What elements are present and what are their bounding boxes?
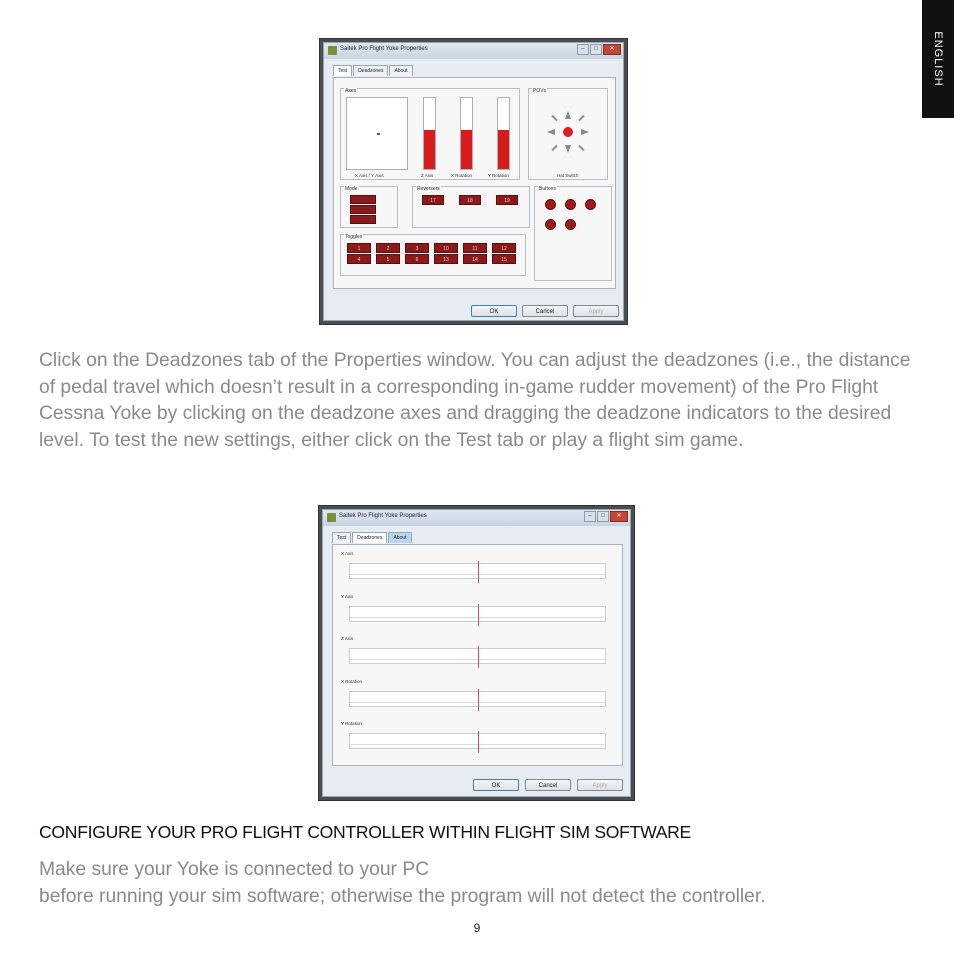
cancel-button[interactable]: Cancel [522, 305, 568, 317]
toggle-2: 2 [376, 243, 400, 253]
mode-indicator-3 [350, 215, 376, 224]
arrow-right-icon [581, 129, 589, 135]
deadzone-axis-slider[interactable] [349, 733, 606, 749]
z-axis-fill [424, 130, 435, 169]
buttons-group [534, 186, 612, 281]
deadzone-axis-label: Z Axis [341, 636, 354, 641]
arrow-left-icon [547, 129, 555, 135]
apply-button[interactable]: Apply [577, 779, 623, 791]
tab-strip [333, 65, 414, 76]
deadzone-axis-slider[interactable] [349, 563, 606, 579]
deadzone-axis-label: Y Axis [341, 593, 354, 599]
reverser-19: 19 [496, 195, 518, 205]
screenshot-deadzones-tab [318, 505, 635, 801]
deadzone-center-indicator[interactable] [478, 561, 479, 583]
toggle-5: 5 [376, 254, 400, 264]
deadzone-axis-label: X Rotation [341, 678, 363, 684]
reversers-group [412, 186, 530, 228]
toggle-1: 1 [347, 243, 371, 253]
language-label: ENGLISH [932, 31, 944, 87]
toggle-10: 10 [434, 243, 458, 253]
app-icon [327, 513, 336, 522]
language-tab [922, 0, 954, 118]
axes-group-label: Axes [345, 88, 357, 94]
toggle-11: 11 [463, 243, 487, 253]
cancel-button[interactable]: Cancel [525, 779, 571, 791]
y-rotation-bar [497, 97, 510, 170]
toggle-12: 12 [492, 243, 516, 253]
tab-deadzones[interactable]: Deadzones [352, 532, 387, 543]
pov-group-label: POVs [533, 88, 547, 94]
toggle-3: 3 [405, 243, 429, 253]
app-icon [328, 46, 337, 55]
section-heading: CONFIGURE YOUR PRO FLIGHT CONTROLLER WITHIN FLIGHT SIM SOFTWARE [39, 822, 691, 842]
tab-about[interactable]: About [388, 532, 411, 543]
ok-button[interactable]: OK [473, 779, 519, 791]
xy-axis-caption: X Axis / Y Axis [355, 173, 384, 178]
title-bar [324, 43, 623, 59]
x-rotation-bar [460, 97, 473, 170]
deadzone-axis-slider[interactable] [349, 606, 606, 622]
minimize-button[interactable]: – [584, 511, 596, 522]
deadzone-center-indicator[interactable] [478, 646, 479, 668]
connect-line-2: before running your sim software; otherwise the program will not detect the controller. [39, 885, 766, 907]
arrow-down-icon [565, 145, 571, 153]
x-rotation-fill [461, 130, 472, 169]
mode-indicator-1 [350, 195, 376, 204]
toggles-group [340, 234, 526, 276]
arrow-down-right-icon [578, 145, 584, 151]
window-title: Saitek Pro Flight Yoke Properties [339, 513, 427, 519]
instruction-paragraph: Click on the Deadzones tab of the Properties window. You can adjust the deadzones (i.e., the distance of pedal travel which doesn’t result in a corresponding in-game rudder movement) of the Pro Flight Cessna Yoke by clicking on the deadzone axes and dragging the deadzone indicators to the desired level. To test the new settings, either click on the Test tab or play a flight sim game. [39, 350, 911, 451]
button-1-indicator [545, 199, 556, 210]
y-rotation-fill [498, 130, 509, 169]
pov-group [528, 88, 608, 180]
deadzone-center-indicator[interactable] [478, 689, 479, 711]
buttons-group-label: Buttons [539, 186, 556, 192]
tab-test[interactable]: Test [332, 532, 351, 543]
toggle-4: 4 [347, 254, 371, 264]
deadzone-axis-label: Y Rotation [341, 721, 362, 726]
apply-button[interactable]: Apply [573, 305, 619, 317]
z-axis-bar [423, 97, 436, 170]
toggles-group-label: Toggles [345, 234, 363, 240]
properties-window [323, 42, 624, 321]
xy-axis-marker [377, 133, 380, 135]
tab-deadzones[interactable]: Deadzones [353, 65, 388, 76]
deadzone-center-indicator[interactable] [478, 604, 479, 626]
toggle-13: 13 [434, 254, 458, 264]
button-4-indicator [545, 219, 556, 230]
window-title: Saitek Pro Flight Yoke Properties [340, 46, 428, 52]
deadzone-axis-slider[interactable] [349, 648, 606, 664]
mode-indicator-2 [350, 205, 376, 214]
title-bar [323, 510, 630, 526]
close-button[interactable]: ✕ [610, 511, 628, 522]
xy-axis-field [346, 97, 408, 170]
toggle-6: 6 [405, 254, 429, 264]
arrow-up-left-icon [551, 115, 557, 121]
test-panel [333, 77, 616, 289]
mode-group-label: Mode [345, 186, 358, 192]
deadzone-axis-slider[interactable] [349, 691, 606, 707]
reversers-group-label: Reversers [417, 186, 440, 192]
maximize-button[interactable]: □ [590, 44, 602, 55]
x-rotation-caption: X Rotation [451, 173, 473, 178]
arrow-up-right-icon [578, 115, 584, 121]
mode-group [340, 186, 398, 228]
connect-paragraph [39, 857, 919, 910]
screenshot-test-tab [319, 38, 628, 325]
tab-test[interactable]: Test [333, 65, 352, 76]
button-3-indicator [585, 199, 596, 210]
hat-switch-center [563, 127, 573, 137]
deadzone-axis-label: X Axis [341, 551, 354, 556]
tab-strip [332, 532, 413, 543]
page-number: 9 [473, 921, 481, 935]
properties-window-deadzones [322, 509, 631, 797]
maximize-button[interactable]: □ [597, 511, 609, 522]
ok-button[interactable]: OK [471, 305, 517, 317]
y-rotation-caption: Y Rotation [488, 173, 509, 178]
minimize-button[interactable]: – [577, 44, 589, 55]
button-2-indicator [565, 199, 576, 210]
arrow-down-left-icon [551, 145, 557, 151]
hat-switch-caption: Hat Switch [557, 173, 579, 178]
close-button[interactable]: ✕ [603, 44, 621, 55]
z-axis-caption: Z Axis [421, 173, 434, 178]
toggle-15: 15 [492, 254, 516, 264]
connect-line-1: Make sure your Yoke is connected to your PC [39, 859, 430, 880]
axes-group [340, 88, 520, 180]
deadzone-center-indicator[interactable] [478, 731, 479, 753]
reverser-17: 17 [422, 195, 444, 205]
button-5-indicator [565, 219, 576, 230]
reverser-18: 18 [459, 195, 481, 205]
arrow-up-icon [565, 111, 571, 119]
toggle-14: 14 [463, 254, 487, 264]
deadzones-panel [332, 544, 623, 766]
tab-about[interactable]: About [389, 65, 412, 76]
